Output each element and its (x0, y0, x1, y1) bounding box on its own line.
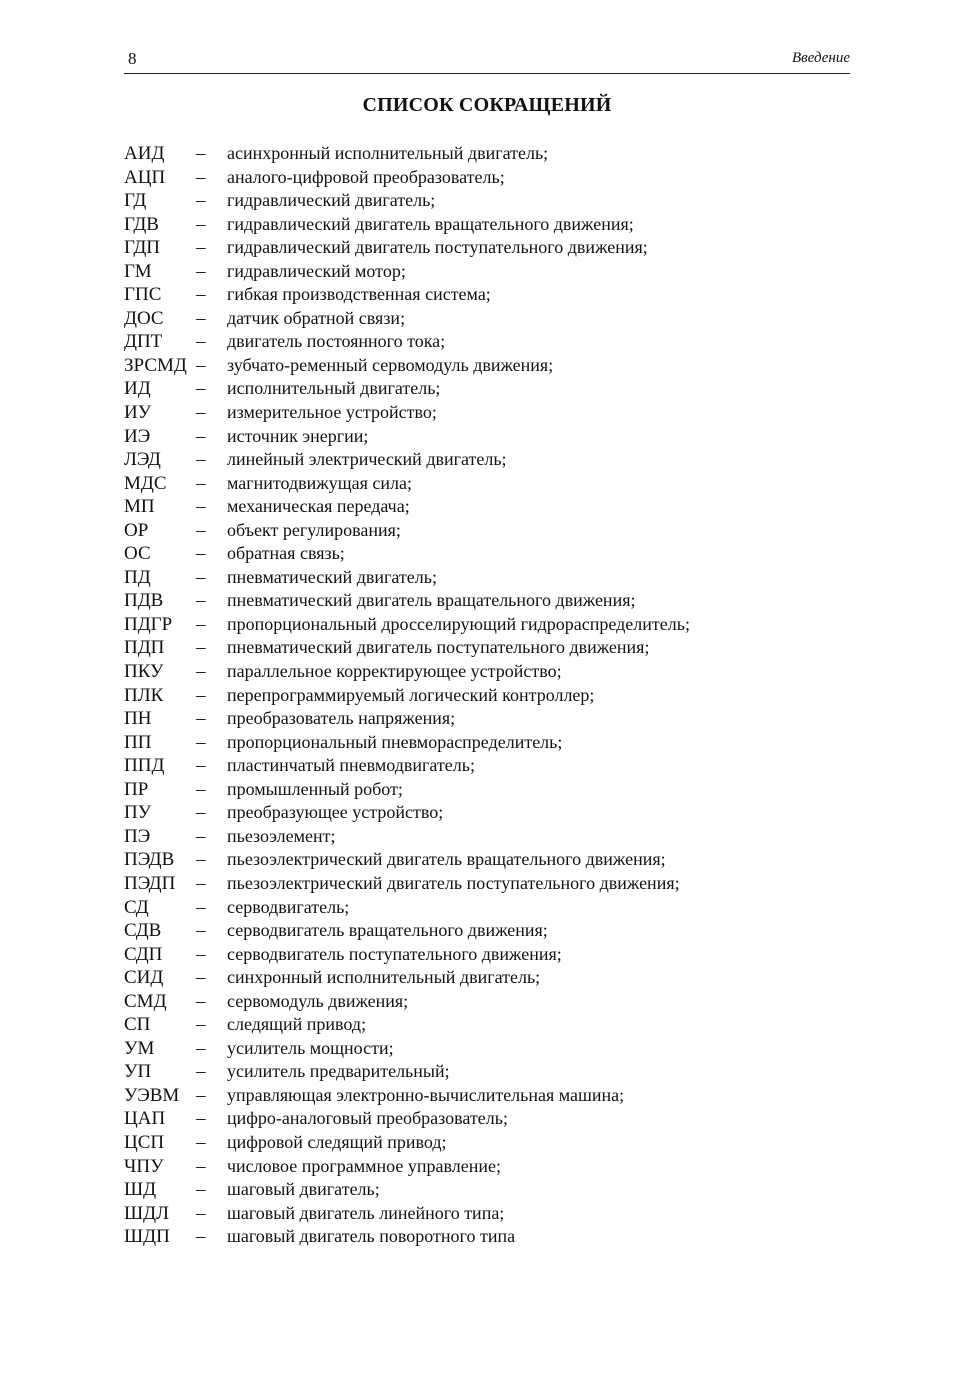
definition: следящий привод; (227, 1014, 367, 1035)
abbreviation: ЦСП (124, 1131, 165, 1153)
definition: гибкая производственная система; (227, 284, 491, 305)
dash-separator: – (196, 260, 206, 282)
definition: гидравлический двигатель поступательного движения; (227, 237, 648, 258)
definition: асинхронный исполнительный двигатель; (227, 143, 549, 163)
dash-separator: – (196, 896, 206, 918)
abbreviation: СП (124, 1014, 151, 1036)
dash-separator: – (196, 307, 206, 329)
abbreviation: ПЭДП (124, 872, 176, 894)
dash-separator: – (196, 967, 206, 989)
abbreviation: УП (124, 1061, 152, 1083)
definition: цифровой следящий привод; (227, 1131, 447, 1152)
dash-separator: – (196, 1226, 206, 1248)
list-item (124, 848, 884, 872)
abbreviation: ПУ (124, 802, 152, 824)
list-item (124, 825, 884, 849)
definition: пьезоэлектрический двигатель поступательного движения; (227, 872, 680, 893)
dash-separator: – (196, 708, 206, 730)
abbreviation: ИЭ (124, 425, 151, 447)
definition: серводвигатель; (227, 896, 350, 917)
list-item (124, 354, 884, 378)
list-item (124, 731, 884, 755)
definition: пьезоэлектрический двигатель вращательного движения; (227, 849, 666, 870)
dash-separator: – (196, 449, 206, 471)
dash-separator: – (196, 731, 206, 753)
definition: пропорциональный дросселирующий гидрораспределитель; (227, 613, 690, 634)
definition: усилитель предварительный; (227, 1061, 450, 1082)
list-item (124, 260, 884, 284)
definition: гидравлический двигатель; (227, 190, 436, 211)
dash-separator: – (196, 190, 206, 212)
abbreviation: ИД (124, 378, 151, 400)
definition: промышленный робот; (227, 778, 403, 799)
dash-separator: – (196, 825, 206, 847)
definition: пьезоэлемент; (227, 825, 336, 846)
list-item (124, 1178, 884, 1202)
dash-separator: – (196, 1179, 206, 1201)
list-item (124, 283, 884, 307)
abbreviation: МП (124, 496, 155, 518)
definition: перепрограммируемый логический контроллер; (227, 684, 595, 705)
list-item (124, 472, 884, 496)
dash-separator: – (196, 755, 206, 777)
list-item (124, 636, 884, 660)
dash-separator: – (196, 990, 206, 1012)
abbreviation: СД (124, 896, 149, 918)
definition: синхронный исполнительный двигатель; (227, 967, 541, 988)
definition: пластинчатый пневмодвигатель; (227, 755, 475, 776)
dash-separator: – (196, 496, 206, 518)
dash-separator: – (196, 1061, 206, 1083)
definition: аналого-цифровой преобразователь; (227, 166, 505, 187)
list-item (124, 1037, 884, 1061)
dash-separator: – (196, 849, 206, 871)
abbreviation: ГДП (124, 237, 160, 259)
list-item (124, 919, 884, 943)
definition: шаговый двигатель поворотного типа (227, 1226, 516, 1247)
dash-separator: – (196, 590, 206, 612)
definition: зубчато-ременный сервомодуль движения; (227, 354, 554, 375)
definition: датчик обратной связи; (227, 307, 406, 328)
list-item (124, 707, 884, 731)
definition: числовое программное управление; (227, 1155, 501, 1176)
dash-separator: – (196, 872, 206, 894)
abbreviation: ШДП (124, 1226, 170, 1248)
dash-separator: – (196, 802, 206, 824)
dash-separator: – (196, 1108, 206, 1130)
list-item (124, 236, 884, 260)
dash-separator: – (196, 1037, 206, 1059)
definition: механическая передача; (227, 496, 410, 517)
definition: объект регулирования; (227, 519, 401, 540)
list-item (124, 778, 884, 802)
definition: управляющая электронно-вычислительная машина; (227, 1084, 625, 1105)
abbreviation: ГДВ (124, 213, 159, 235)
abbreviation: ШД (124, 1179, 157, 1201)
dash-separator: – (196, 543, 206, 565)
list-item (124, 189, 884, 213)
dash-separator: – (196, 143, 206, 164)
list-item (124, 166, 884, 190)
list-item (124, 307, 884, 331)
definition: магнитодвижущая сила; (227, 472, 412, 493)
abbreviation: ОС (124, 543, 151, 565)
list-item (124, 1155, 884, 1179)
abbreviation: ПД (124, 566, 151, 588)
abbreviation: ДОС (124, 307, 164, 329)
abbreviation: СДВ (124, 920, 162, 942)
list-item (124, 613, 884, 637)
dash-separator: – (196, 402, 206, 424)
list-item (124, 519, 884, 543)
definition: линейный электрический двигатель; (227, 449, 507, 470)
definition: серводвигатель вращательного движения; (227, 920, 548, 941)
list-item (124, 1013, 884, 1037)
list-item (124, 1107, 884, 1131)
definition: гидравлический мотор; (227, 260, 406, 281)
list-item (124, 330, 884, 354)
list-item (124, 896, 884, 920)
abbreviation: ИУ (124, 402, 152, 424)
abbreviation: ПДВ (124, 590, 164, 612)
list-item (124, 425, 884, 449)
definition: исполнительный двигатель; (227, 378, 441, 399)
list-item (124, 966, 884, 990)
definition: параллельное корректирующее устройство; (227, 661, 562, 682)
list-item (124, 377, 884, 401)
abbreviation: УМ (124, 1037, 155, 1059)
abbreviation: ПКУ (124, 661, 164, 683)
list-item (124, 566, 884, 590)
list-item (124, 1060, 884, 1084)
abbreviation: ПЭДВ (124, 849, 175, 871)
dash-separator: – (196, 1084, 206, 1106)
list-item (124, 495, 884, 519)
dash-separator: – (196, 920, 206, 942)
page-title: СПИСОК СОКРАЩЕНИЙ (362, 94, 612, 116)
abbreviation: ЗРСМД (124, 354, 187, 376)
list-item (124, 660, 884, 684)
definition: измерительное устройство; (227, 402, 437, 423)
dash-separator: – (196, 1202, 206, 1224)
dash-separator: – (196, 684, 206, 706)
abbreviation: СИД (124, 967, 164, 989)
definition: двигатель постоянного тока; (227, 331, 446, 352)
abbreviation-list (124, 142, 884, 1249)
abbreviation: ГД (124, 190, 147, 212)
list-item (124, 1202, 884, 1226)
dash-separator: – (196, 284, 206, 306)
definition: пневматический двигатель поступательного движения; (227, 637, 650, 658)
definition: цифро-аналоговый преобразователь; (227, 1108, 508, 1129)
abbreviation: ДПТ (124, 331, 163, 353)
dash-separator: – (196, 213, 206, 235)
list-item (124, 448, 884, 472)
dash-separator: – (196, 378, 206, 400)
abbreviation: МДС (124, 472, 167, 494)
dash-separator: – (196, 613, 206, 635)
definition: шаговый двигатель линейного типа; (227, 1202, 505, 1223)
abbreviation: ГМ (124, 260, 152, 282)
abbreviation: ШДЛ (124, 1202, 170, 1224)
definition: гидравлический двигатель вращательного движения; (227, 213, 634, 234)
definition: пневматический двигатель; (227, 566, 437, 587)
abbreviation: АЦП (124, 166, 166, 188)
definition: преобразующее устройство; (227, 802, 444, 823)
abbreviation: ПДГР (124, 613, 173, 635)
abbreviation: ЧПУ (124, 1155, 164, 1177)
definition: преобразователь напряжения; (227, 708, 456, 729)
list-item (124, 142, 884, 166)
definition: усилитель мощности; (227, 1037, 394, 1058)
list-item (124, 990, 884, 1014)
dash-separator: – (196, 661, 206, 683)
dash-separator: – (196, 1131, 206, 1153)
definition: обратная связь; (227, 543, 345, 564)
list-item (124, 943, 884, 967)
dash-separator: – (196, 566, 206, 588)
abbreviation: ПР (124, 778, 149, 800)
abbreviation: ПЭ (124, 825, 151, 847)
abbreviation: СДП (124, 943, 163, 965)
definition: пропорциональный пневмораспределитель; (227, 731, 563, 752)
dash-separator: – (196, 354, 206, 376)
dash-separator: – (196, 778, 206, 800)
abbreviation: ГПС (124, 284, 162, 306)
dash-separator: – (196, 1155, 206, 1177)
dash-separator: – (196, 331, 206, 353)
abbreviation: ЛЭД (124, 449, 161, 471)
abbreviation: ПДП (124, 637, 165, 659)
abbreviation: ОР (124, 519, 149, 541)
dash-separator: – (196, 472, 206, 494)
list-item (124, 1084, 884, 1108)
list-item (124, 401, 884, 425)
dash-separator: – (196, 425, 206, 447)
abbreviation: ПН (124, 708, 152, 730)
definition: источник энергии; (227, 425, 369, 446)
list-item (124, 1131, 884, 1155)
abbreviation: АИД (124, 143, 165, 164)
list-item (124, 872, 884, 896)
definition: пневматический двигатель вращательного движения; (227, 590, 636, 611)
list-item (124, 1225, 884, 1249)
list-item (124, 684, 884, 708)
list-item (124, 213, 884, 237)
definition: шаговый двигатель; (227, 1179, 380, 1200)
list-item (124, 754, 884, 778)
dash-separator: – (196, 943, 206, 965)
dash-separator: – (196, 1014, 206, 1036)
definition: сервомодуль движения; (227, 990, 409, 1011)
dash-separator: – (196, 637, 206, 659)
section-name: Введение (792, 50, 850, 66)
abbreviation: ЦАП (124, 1108, 166, 1130)
definition: серводвигатель поступательного движения; (227, 943, 562, 964)
page-header (124, 47, 850, 74)
list-item (124, 801, 884, 825)
dash-separator: – (196, 237, 206, 259)
page-number: 8 (128, 49, 137, 68)
dash-separator: – (196, 519, 206, 541)
list-item (124, 589, 884, 613)
dash-separator: – (196, 166, 206, 188)
abbreviation: ПЛК (124, 684, 164, 706)
abbreviation: УЭВМ (124, 1084, 180, 1106)
abbreviation: СМД (124, 990, 167, 1012)
abbreviation: ППД (124, 755, 165, 777)
list-item (124, 542, 884, 566)
abbreviation: ПП (124, 731, 152, 753)
